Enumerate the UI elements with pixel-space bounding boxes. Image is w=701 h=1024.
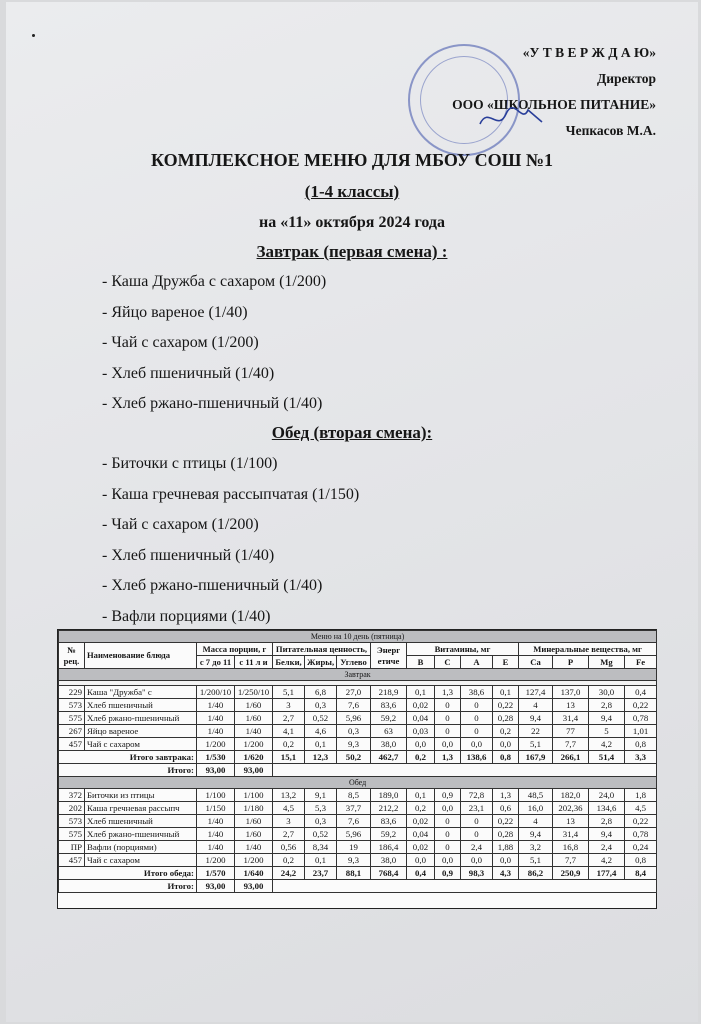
table-caption: Меню на 10 день (пятница) — [59, 631, 657, 643]
table-cell: 0,2 — [493, 725, 519, 738]
table-cell: 38,0 — [371, 738, 407, 751]
table-cell: 7,6 — [337, 815, 371, 828]
col-proteins: Белки, — [273, 656, 305, 669]
table-cell: 0,0 — [435, 802, 461, 815]
table-cell: 4 — [519, 815, 553, 828]
col-mass: Масса порции, г — [197, 643, 273, 656]
table-cell: 13,2 — [273, 789, 305, 802]
table-row — [59, 712, 657, 725]
table-cell: 0 — [435, 828, 461, 841]
table-cell: 83,6 — [371, 699, 407, 712]
table-cell: 22 — [519, 725, 553, 738]
table-cell: 1/100 — [235, 789, 273, 802]
lunch-heading: Обед (вторая смена): — [271, 423, 433, 442]
table-cell: 4,1 — [273, 725, 305, 738]
table-cell: 0 — [435, 699, 461, 712]
total-cell: 138,6 — [461, 751, 493, 764]
total-cell: 15,1 — [273, 751, 305, 764]
table-cell: 59,2 — [371, 712, 407, 725]
table-cell: 0,0 — [461, 738, 493, 751]
sum-cell: 93,00 — [197, 880, 235, 893]
nutrition-table-container — [58, 630, 656, 908]
table-cell: 2,4 — [461, 841, 493, 854]
table-cell: 2,7 — [273, 712, 305, 725]
table-cell: 1,3 — [435, 686, 461, 699]
signature-icon — [476, 102, 546, 136]
table-cell: 23,1 — [461, 802, 493, 815]
approval-org: ООО «ШКОЛЬНОЕ ПИТАНИЕ» — [452, 97, 656, 112]
list-item: - Чай с сахаром (1/200) — [102, 334, 259, 351]
total-cell: 250,9 — [553, 867, 589, 880]
table-cell: 4 — [519, 699, 553, 712]
sum-cell: 93,00 — [235, 764, 273, 777]
table-row — [59, 699, 657, 712]
table-cell: 7,7 — [553, 854, 589, 867]
table-cell: 38,0 — [371, 854, 407, 867]
table-cell: 1/40 — [197, 841, 235, 854]
table-cell: 4,2 — [589, 854, 625, 867]
lunch-list — [102, 449, 359, 632]
table-cell: 5,3 — [305, 802, 337, 815]
table-row — [59, 815, 657, 828]
list-item: - Хлеб ржано-пшеничный (1/40) — [102, 395, 323, 412]
list-item: - Вафли порциями (1/40) — [102, 607, 271, 625]
breakfast-heading: Завтрак (первая смена) : — [256, 242, 448, 261]
total-cell: 51,4 — [589, 751, 625, 764]
table-cell: 0 — [461, 725, 493, 738]
approval-heading: «У Т В Е Р Ж Д А Ю» — [522, 45, 656, 60]
table-cell: 9,4 — [589, 712, 625, 725]
table-cell: 372 — [59, 789, 85, 802]
table-cell: 2,8 — [589, 699, 625, 712]
table-cell: 2,8 — [589, 815, 625, 828]
table-cell: 1/150 — [197, 802, 235, 815]
list-item: - Каша гречневая рассыпчатая (1/150) — [102, 485, 360, 503]
total-cell: 23,7 — [305, 867, 337, 880]
approval-position: Директор — [596, 71, 656, 86]
table-cell: 575 — [59, 712, 85, 725]
table-cell: Чай с сахаром — [85, 854, 197, 867]
table-cell: 0,0 — [493, 738, 519, 751]
table-cell: 0,2 — [407, 802, 435, 815]
table-cell: 0,8 — [625, 854, 657, 867]
table-cell: 0,0 — [435, 854, 461, 867]
table-cell: 83,6 — [371, 815, 407, 828]
table-cell: 4,2 — [589, 738, 625, 751]
sum-row — [59, 880, 657, 893]
section-band — [59, 669, 657, 681]
table-cell: 1/40 — [197, 815, 235, 828]
table-cell: 0,3 — [305, 815, 337, 828]
table-cell: 1,8 — [625, 789, 657, 802]
table-cell: 202,36 — [553, 802, 589, 815]
table-cell: 3 — [273, 699, 305, 712]
table-cell: 27,0 — [337, 686, 371, 699]
table-cell: 5,96 — [337, 828, 371, 841]
table-cell: 0,0 — [493, 854, 519, 867]
table-cell: 16,0 — [519, 802, 553, 815]
table-cell: Чай с сахаром — [85, 738, 197, 751]
total-cell: 1,3 — [435, 751, 461, 764]
table-cell: 0 — [435, 841, 461, 854]
table-cell: 1/250/10 — [235, 686, 273, 699]
breakfast-list — [102, 267, 326, 420]
section-band-label: Завтрак — [59, 669, 657, 681]
table-cell: 0,56 — [273, 841, 305, 854]
table-cell: 1/200 — [235, 738, 273, 751]
table-cell: 4,6 — [305, 725, 337, 738]
table-cell: 186,4 — [371, 841, 407, 854]
col-mg: Mg — [589, 656, 625, 669]
table-cell: 1/60 — [235, 815, 273, 828]
table-cell: Каша "Дружба" с — [85, 686, 197, 699]
table-cell: 9,3 — [337, 854, 371, 867]
table-cell: 0,3 — [305, 699, 337, 712]
col-num: № рец. — [59, 643, 85, 669]
table-cell: 134,6 — [589, 802, 625, 815]
col-vit-a: A — [461, 656, 493, 669]
total-label: Итого обеда: — [59, 867, 197, 880]
section-band — [59, 777, 657, 789]
sum-row — [59, 764, 657, 777]
table-cell: 0 — [461, 815, 493, 828]
round-stamp-icon — [408, 44, 520, 156]
table-cell: 0,22 — [625, 815, 657, 828]
table-cell: 1,01 — [625, 725, 657, 738]
speck — [32, 34, 35, 37]
table-cell: Хлеб ржано-пшеничный — [85, 712, 197, 725]
list-item: - Биточки с птицы (1/100) — [102, 455, 278, 472]
table-cell: 8,34 — [305, 841, 337, 854]
table-cell: 0,04 — [407, 828, 435, 841]
table-cell: 457 — [59, 738, 85, 751]
table-cell: 0,22 — [493, 699, 519, 712]
table-row — [59, 802, 657, 815]
table-cell: 457 — [59, 854, 85, 867]
total-cell: 462,7 — [371, 751, 407, 764]
table-cell: 7,6 — [337, 699, 371, 712]
table-cell: 48,5 — [519, 789, 553, 802]
table-row — [59, 789, 657, 802]
table-cell: 9,1 — [305, 789, 337, 802]
col-carbs: Углево — [337, 656, 371, 669]
table-cell: 0,02 — [407, 815, 435, 828]
table-cell: 19 — [337, 841, 371, 854]
table-cell: 0,02 — [407, 699, 435, 712]
total-cell: 0,2 — [407, 751, 435, 764]
table-cell: 0,03 — [407, 725, 435, 738]
table-cell: 0,28 — [493, 828, 519, 841]
table-row — [59, 738, 657, 751]
col-ca: Ca — [519, 656, 553, 669]
table-cell: 1/60 — [235, 828, 273, 841]
table-cell: 1/100 — [197, 789, 235, 802]
table-cell: 0,52 — [305, 712, 337, 725]
table-cell: 229 — [59, 686, 85, 699]
table-cell: 63 — [371, 725, 407, 738]
document-page — [6, 2, 698, 1022]
table-cell: 1/40 — [197, 725, 235, 738]
table-cell: 0,52 — [305, 828, 337, 841]
total-cell: 1/570 — [197, 867, 235, 880]
table-cell: 77 — [553, 725, 589, 738]
table-cell: 218,9 — [371, 686, 407, 699]
table-cell: 0,22 — [493, 815, 519, 828]
table-cell: 0,02 — [407, 841, 435, 854]
total-cell: 3,3 — [625, 751, 657, 764]
table-row — [59, 686, 657, 699]
table-cell: 1/200 — [197, 854, 235, 867]
total-cell: 1/640 — [235, 867, 273, 880]
table-cell: 31,4 — [553, 712, 589, 725]
table-cell: 4,5 — [273, 802, 305, 815]
col-fats: Жиры, — [305, 656, 337, 669]
total-cell: 12,3 — [305, 751, 337, 764]
table-body — [59, 669, 657, 893]
table-cell: 0,0 — [461, 854, 493, 867]
table-cell: 0 — [435, 815, 461, 828]
nutrition-table — [58, 630, 657, 893]
table-cell: 0,78 — [625, 828, 657, 841]
table-cell: 1/200 — [197, 738, 235, 751]
table-cell: 0 — [461, 699, 493, 712]
table-cell: 0,4 — [625, 686, 657, 699]
table-cell: 38,6 — [461, 686, 493, 699]
table-row — [59, 854, 657, 867]
table-cell: 0,8 — [625, 738, 657, 751]
table-cell: 1/40 — [235, 841, 273, 854]
table-cell: 9,4 — [519, 712, 553, 725]
table-cell: 202 — [59, 802, 85, 815]
table-cell: Хлеб пшеничный — [85, 815, 197, 828]
table-cell: 1/40 — [197, 699, 235, 712]
total-cell: 50,2 — [337, 751, 371, 764]
table-cell: 13 — [553, 699, 589, 712]
total-cell: 0,4 — [407, 867, 435, 880]
col-fe: Fe — [625, 656, 657, 669]
total-cell: 86,2 — [519, 867, 553, 880]
table-cell: 267 — [59, 725, 85, 738]
table-cell: 0,2 — [273, 854, 305, 867]
table-cell: 3,2 — [519, 841, 553, 854]
table-row — [59, 725, 657, 738]
table-cell: 0,2 — [273, 738, 305, 751]
table-cell: 0 — [461, 712, 493, 725]
table-cell: 5,1 — [273, 686, 305, 699]
table-cell: 1/200 — [235, 854, 273, 867]
sum-cell: 93,00 — [197, 764, 235, 777]
table-cell: Биточки из птицы — [85, 789, 197, 802]
table-cell: 182,0 — [553, 789, 589, 802]
total-cell: 266,1 — [553, 751, 589, 764]
table-cell: 0 — [435, 725, 461, 738]
table-cell: Хлеб пшеничный — [85, 699, 197, 712]
table-cell: Яйцо вареное — [85, 725, 197, 738]
table-cell: Вафли (порциями) — [85, 841, 197, 854]
table-cell: 0,0 — [407, 738, 435, 751]
list-item: - Хлеб пшеничный (1/40) — [102, 364, 275, 382]
grades-subtitle: (1-4 классы) — [304, 182, 400, 201]
table-cell: 0,1 — [407, 686, 435, 699]
total-cell: 8,4 — [625, 867, 657, 880]
table-cell: 7,7 — [553, 738, 589, 751]
table-cell: 9,4 — [589, 828, 625, 841]
table-cell: Каша гречневая рассыпч — [85, 802, 197, 815]
sum-label: Итого: — [59, 880, 197, 893]
table-cell: 0,22 — [625, 699, 657, 712]
table-cell: 189,0 — [371, 789, 407, 802]
list-item: - Чай с сахаром (1/200) — [102, 516, 259, 533]
table-cell: 1,3 — [493, 789, 519, 802]
table-cell: 0,78 — [625, 712, 657, 725]
total-cell: 4,3 — [493, 867, 519, 880]
table-cell: 1/60 — [235, 712, 273, 725]
table-cell: 0,3 — [337, 725, 371, 738]
col-vit-b: B — [407, 656, 435, 669]
table-cell: 0 — [435, 712, 461, 725]
table-cell: 13 — [553, 815, 589, 828]
col-mass-a: с 7 до 11 — [197, 656, 235, 669]
total-cell: 167,9 — [519, 751, 553, 764]
table-cell: 212,2 — [371, 802, 407, 815]
sum-cell: 93,00 — [235, 880, 273, 893]
col-nutrition: Питательная ценность, — [273, 643, 371, 656]
table-cell: 0,1 — [305, 854, 337, 867]
table-cell: 37,7 — [337, 802, 371, 815]
table-cell: 0,9 — [435, 789, 461, 802]
table-cell: 137,0 — [553, 686, 589, 699]
table-cell: 0,04 — [407, 712, 435, 725]
total-cell: 0,8 — [493, 751, 519, 764]
table-cell: 1/40 — [235, 725, 273, 738]
table-cell: 1,88 — [493, 841, 519, 854]
table-cell: 1/60 — [235, 699, 273, 712]
col-vit-c: C — [435, 656, 461, 669]
table-cell: 0,1 — [407, 789, 435, 802]
total-label: Итого завтрака: — [59, 751, 197, 764]
total-row — [59, 751, 657, 764]
table-cell: 16,8 — [553, 841, 589, 854]
approval-signer: Чепкасов М.А. — [565, 123, 656, 138]
total-cell: 177,4 — [589, 867, 625, 880]
table-cell: 1/40 — [197, 712, 235, 725]
total-cell: 1/530 — [197, 751, 235, 764]
table-cell: 0,0 — [435, 738, 461, 751]
table-cell: 5,96 — [337, 712, 371, 725]
col-name: Наименование блюда — [85, 643, 197, 669]
table-cell: 0,6 — [493, 802, 519, 815]
table-cell: 8,5 — [337, 789, 371, 802]
table-cell: Хлеб ржано-пшеничный — [85, 828, 197, 841]
table-cell: 1/40 — [197, 828, 235, 841]
col-mass-b: с 11 л и — [235, 656, 273, 669]
table-cell: 1/180 — [235, 802, 273, 815]
table-cell: 4,5 — [625, 802, 657, 815]
col-p: P — [553, 656, 589, 669]
menu-date: на «11» октября 2024 года — [259, 214, 445, 231]
table-cell: 127,4 — [519, 686, 553, 699]
table-cell: 72,8 — [461, 789, 493, 802]
table-cell: 2,7 — [273, 828, 305, 841]
total-cell: 0,9 — [435, 867, 461, 880]
table-row — [59, 841, 657, 854]
col-minerals: Минеральные вещества, мг — [519, 643, 657, 656]
total-cell: 768,4 — [371, 867, 407, 880]
table-cell: 59,2 — [371, 828, 407, 841]
table-cell: 0,1 — [305, 738, 337, 751]
table-cell: 573 — [59, 699, 85, 712]
table-cell: 9,3 — [337, 738, 371, 751]
total-cell: 98,3 — [461, 867, 493, 880]
table-cell: 30,0 — [589, 686, 625, 699]
list-item: - Хлеб пшеничный (1/40) — [102, 546, 275, 564]
col-energy: Энерг етиче — [371, 643, 407, 669]
table-cell: 9,4 — [519, 828, 553, 841]
table-cell: 6,8 — [305, 686, 337, 699]
table-row — [59, 828, 657, 841]
col-vit-e: E — [493, 656, 519, 669]
table-cell: 0 — [461, 828, 493, 841]
document-title: КОМПЛЕКСНОЕ МЕНЮ ДЛЯ МБОУ СОШ №1 — [150, 150, 553, 170]
list-item: - Яйцо вареное (1/40) — [102, 303, 248, 321]
sum-label: Итого: — [59, 764, 197, 777]
table-cell: 5 — [589, 725, 625, 738]
table-cell: 0,0 — [407, 854, 435, 867]
table-cell: 0,1 — [493, 686, 519, 699]
table-cell: 5,1 — [519, 854, 553, 867]
table-cell: 0,28 — [493, 712, 519, 725]
list-item: - Хлеб ржано-пшеничный (1/40) — [102, 577, 323, 594]
total-cell: 24,2 — [273, 867, 305, 880]
table-cell: 31,4 — [553, 828, 589, 841]
col-vitamins: Витамины, мг — [407, 643, 519, 656]
table-cell: 3 — [273, 815, 305, 828]
table-cell: 24,0 — [589, 789, 625, 802]
total-cell: 88,1 — [337, 867, 371, 880]
table-cell: 2,4 — [589, 841, 625, 854]
table-cell: 1/200/10 — [197, 686, 235, 699]
table-cell: 575 — [59, 828, 85, 841]
table-cell: 573 — [59, 815, 85, 828]
table-cell: ПР — [59, 841, 85, 854]
list-item: - Каша Дружба с сахаром (1/200) — [102, 273, 327, 290]
total-row — [59, 867, 657, 880]
table-cell: 0,24 — [625, 841, 657, 854]
table-cell: 5,1 — [519, 738, 553, 751]
total-cell: 1/620 — [235, 751, 273, 764]
section-band-label: Обед — [59, 777, 657, 789]
